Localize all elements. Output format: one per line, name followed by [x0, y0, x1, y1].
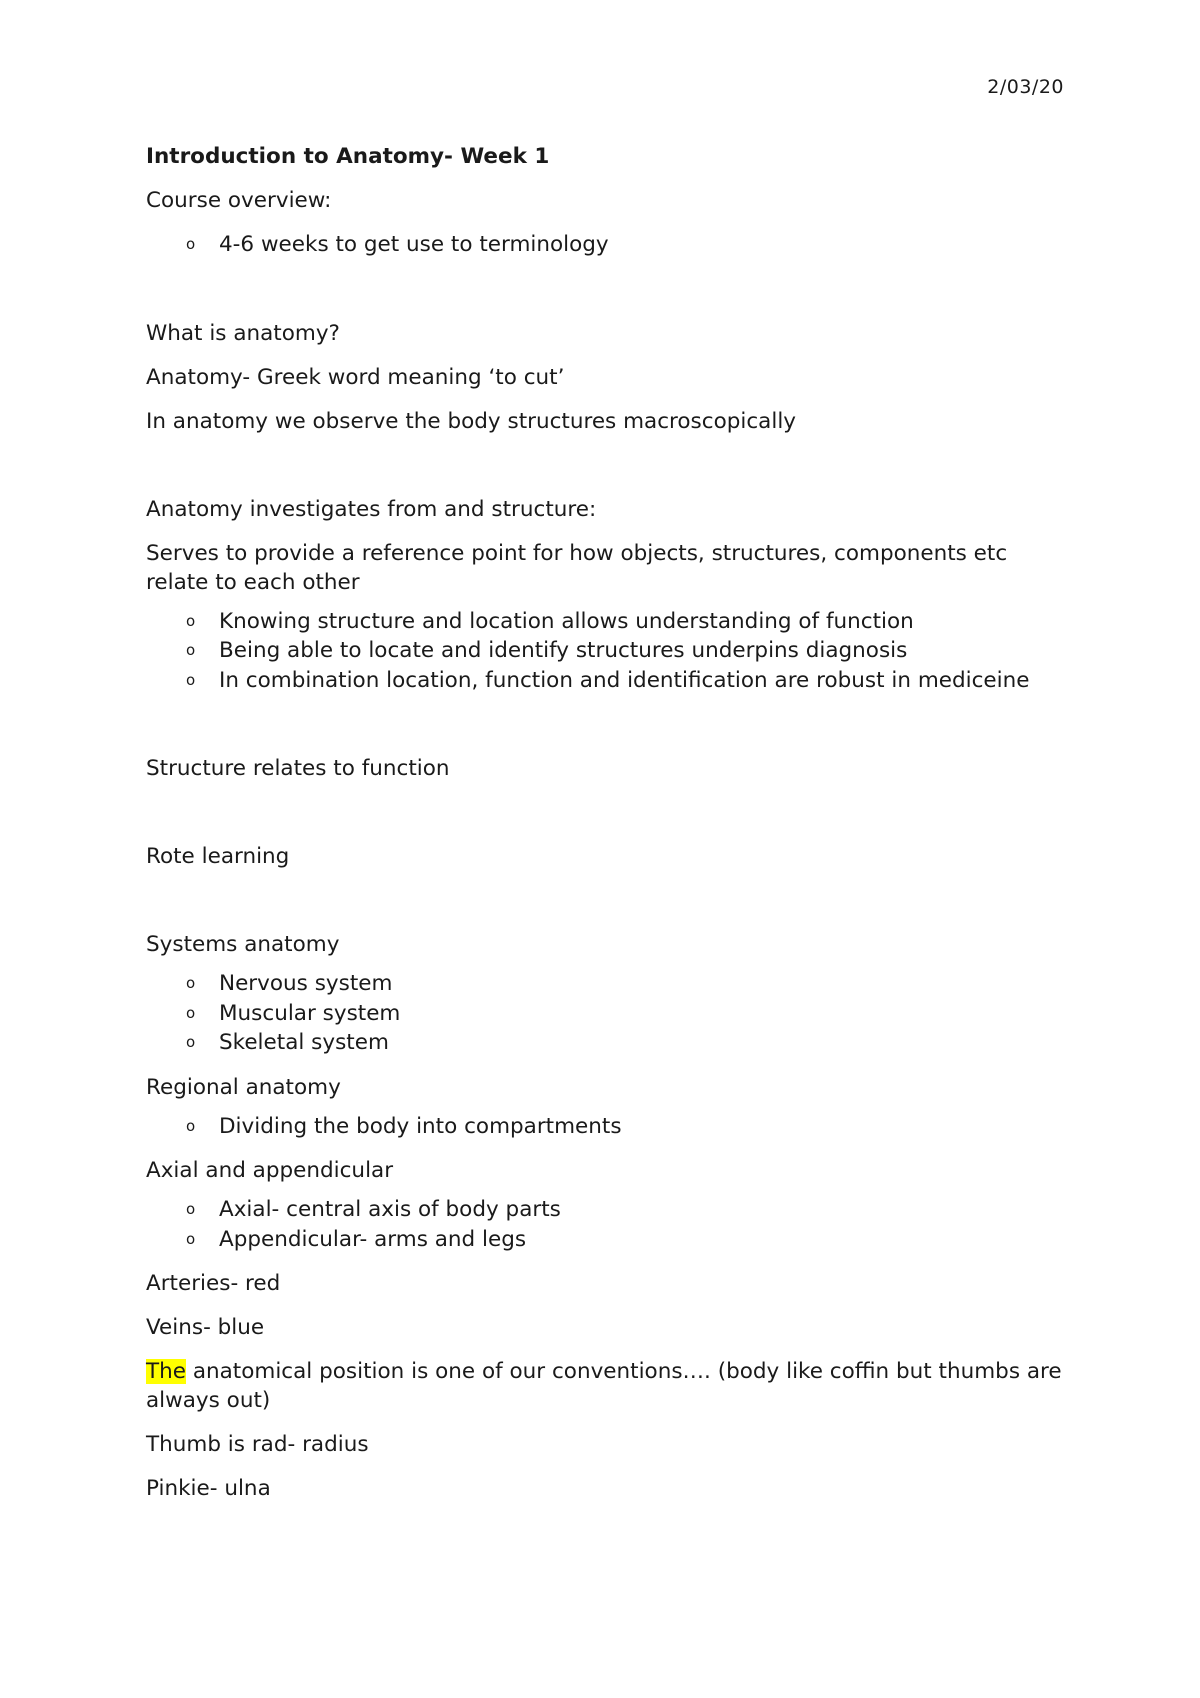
page-date: 2/03/20: [987, 76, 1064, 98]
list-item: o In combination location, function and identification are robust in mediceine: [146, 666, 1076, 696]
list-item: o Muscular system: [146, 999, 1076, 1029]
bullet-icon: o: [186, 670, 196, 689]
list-item: o Knowing structure and location allows understanding of function: [146, 607, 1076, 637]
observe-macroscopically: In anatomy we observe the body structures macroscopically: [146, 408, 797, 434]
bullet-icon: o: [186, 1003, 196, 1022]
highlighted-text: The: [146, 1359, 186, 1384]
bullet-icon: o: [186, 235, 196, 253]
systems-anatomy-heading: Systems anatomy: [146, 932, 340, 957]
course-overview-list: [146, 230, 1076, 260]
pinkie-note: Pinkie- ulna: [146, 1476, 271, 1501]
bullet-icon: o: [186, 641, 196, 659]
serves-paragraph: Serves to provide a reference point for how objects, structures, components etc relate to each other: [146, 540, 1008, 595]
greek-meaning: Anatomy- Greek word meaning ‘to cut’: [146, 364, 565, 390]
spacer: [146, 886, 1076, 930]
list-item: o Dividing the body into compartments: [146, 1112, 1076, 1142]
list-item: o 4-6 weeks to get use to terminology: [146, 230, 1076, 260]
serves-list: [146, 607, 1076, 696]
veins-note: Veins- blue: [146, 1315, 265, 1340]
list-item: o Nervous system: [146, 969, 1076, 999]
document-title: Introduction to Anatomy- Week 1: [146, 144, 550, 169]
bullet-icon: o: [186, 1033, 196, 1051]
what-is-anatomy: What is anatomy?: [146, 320, 340, 346]
axial-appendicular-heading: Axial and appendicular: [146, 1158, 394, 1183]
course-overview-heading: Course overview:: [146, 188, 332, 213]
regional-anatomy-heading: Regional anatomy: [146, 1074, 341, 1100]
spacer: [146, 710, 1076, 754]
systems-list: [146, 969, 1076, 1058]
rote-learning: Rote learning: [146, 844, 290, 869]
axial-list: [146, 1195, 1076, 1254]
thumb-note: Thumb is rad- radius: [146, 1432, 369, 1457]
bullet-icon: o: [186, 611, 196, 630]
list-item: o Appendicular- arms and legs: [146, 1225, 1076, 1255]
bullet-icon: o: [186, 1229, 196, 1248]
document-body: [146, 142, 1076, 1518]
spacer: [146, 451, 1076, 495]
arteries-note: Arteries- red: [146, 1271, 281, 1296]
spacer: [146, 798, 1076, 842]
investigates-heading: Anatomy investigates from and structure:: [146, 496, 597, 522]
list-item: o Being able to locate and identify structures underpins diagnosis: [146, 636, 1076, 666]
bullet-icon: o: [186, 974, 196, 992]
structure-function: Structure relates to function: [146, 756, 450, 781]
bullet-icon: o: [186, 1200, 196, 1218]
bullet-icon: o: [186, 1116, 196, 1135]
list-item: o Axial- central axis of body parts: [146, 1195, 1076, 1225]
regional-list: [146, 1112, 1076, 1142]
list-item: o Skeletal system: [146, 1028, 1076, 1058]
anatomical-position-note: The anatomical position is one of our conventions…. (body like coffin but thumbs are always out): [146, 1359, 1062, 1413]
spacer: [146, 275, 1076, 319]
